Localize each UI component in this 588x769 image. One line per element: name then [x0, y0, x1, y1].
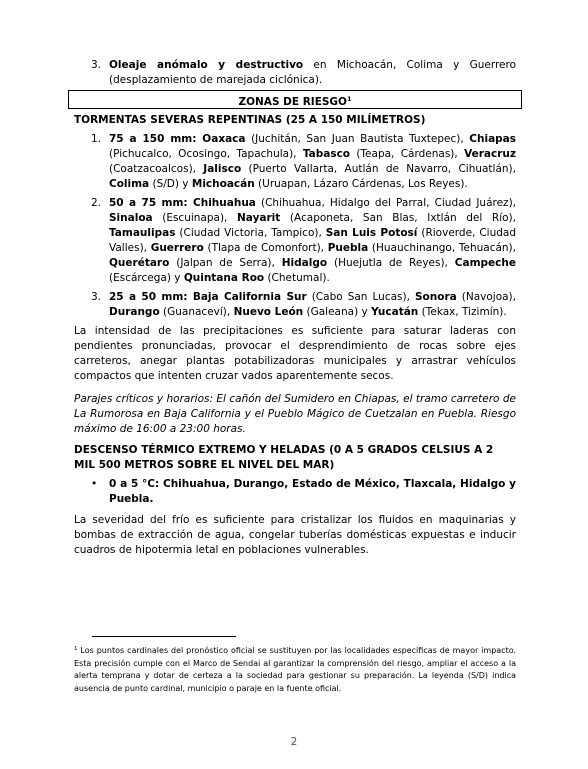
region-name: Hidalgo — [281, 257, 328, 269]
storm-list — [74, 132, 516, 320]
region-detail: (S/D) y — [149, 178, 192, 190]
footnote-text: Los puntos cardinales del pronóstico oficial se sustituyen por las localidades específicas de mayor impacto. Esta precisión cumple con el Marco de Sendai al garantizar la comprensión del riesgo, ampliar el acceso a la alerta temprana y dotar de certeza a la sociedad para gestionar su preparación. La leyenda (S/D) indica ausencia de punto cardinal, municipio o paraje en la fuente oficial. — [74, 646, 516, 693]
storms-paragraph: La intensidad de las precipitaciones es suficiente para saturar laderas con pendientes pronunciadas, provocar el desprendimiento de rocas sobre ejes carreteros, anegar plantas potabilizadoras municipales y arrastrar vehículos compactos que intenten cruzar vados aparentemente secos. — [74, 325, 516, 382]
bullet-marker: • — [91, 478, 98, 490]
region-name: Nayarit — [237, 212, 281, 224]
storm-list-item — [91, 196, 516, 286]
region-name: Sonora — [414, 291, 457, 303]
region-name: 50 a 75 mm: Chihuahua — [109, 197, 256, 209]
region-detail: (Teapa, Cárdenas), — [350, 148, 465, 160]
region-detail: (Tlapa de Comonfort), — [203, 242, 328, 254]
region-detail: (Chetumal). — [264, 272, 330, 284]
zone-header — [68, 90, 522, 109]
region-detail: (Escárcega) y — [109, 272, 184, 284]
region-name: Durango — [109, 306, 160, 318]
region-name: Tabasco — [302, 148, 351, 160]
cold-paragraph: La severidad del frío es suficiente para cristalizar los fluidos en maquinarias y bombas de extracción de agua, congelar tuberías domésticas expuestas e inducir cuadros de hipotermia letal en poblaciones vulnerables. — [74, 514, 516, 556]
intro-text: en Michoacán, Colima y Guerrero (desplazamiento de marejada ciclónica). — [109, 59, 517, 86]
footnote — [74, 643, 516, 695]
region-detail: (Juchitán, San Juan Bautista Tuxtepec), — [245, 133, 470, 145]
list-number: 2. — [91, 197, 102, 209]
page-number: 2 — [290, 736, 298, 748]
region-name: Colima — [109, 178, 150, 190]
region-name: Querétaro — [109, 257, 170, 269]
region-name: Michoacán — [191, 178, 255, 190]
region-detail: (Puerto Vallarta, Autlán de Navarro, Cihuatlán), — [241, 163, 516, 175]
region-name: Sinaloa — [109, 212, 153, 224]
region-name: Nuevo León — [233, 306, 304, 318]
storms-heading: TORMENTAS SEVERAS REPENTINAS (25 A 150 MILÍMETROS) — [74, 114, 426, 126]
region-detail: (Huejutla de Reyes), — [327, 257, 455, 269]
region-detail: (Coatzacoalcos), — [109, 163, 204, 175]
region-detail: (Escuinapa), — [152, 212, 238, 224]
region-name: Jalisco — [203, 163, 242, 175]
region-detail: (Acaponeta, San Blas, Ixtlán del Río), — [280, 212, 516, 224]
list-number: 3. — [91, 291, 102, 303]
list-number: 1. — [91, 133, 102, 145]
region-detail: (Guanaceví), — [159, 306, 234, 318]
footnote-divider — [92, 636, 236, 637]
region-name: San Luis Potosí — [325, 227, 418, 239]
cold-heading: DESCENSO TÉRMICO EXTREMO Y HELADAS (0 A 5 GRADOS CELSIUS A 2 MIL 500 METROS SOBRE EL NIVEL DEL MAR) — [74, 444, 494, 471]
storm-list-item — [91, 132, 516, 192]
region-detail: (Rioverde, Ciudad Valles), — [109, 227, 516, 254]
cold-bullet-text: 0 a 5 °C: Chihuahua, Durango, Estado de México, Tlaxcala, Hidalgo y Puebla. — [109, 478, 516, 505]
region-detail: (Chihuahua, Hidalgo del Parral, Ciudad Juárez), — [255, 197, 516, 209]
region-detail: (Pichucalco, Ocosingo, Tapachula), — [109, 148, 303, 160]
region-name: Campeche — [454, 257, 516, 269]
region-name: Puebla — [327, 242, 369, 254]
region-name: Tamaulipas — [109, 227, 176, 239]
region-name: Guerrero — [150, 242, 204, 254]
region-name: Quintana Roo — [183, 272, 265, 284]
zone-header-label: ZONAS DE RIESGO — [238, 96, 347, 108]
region-detail: (Huauchinango, Tehuacán), — [368, 242, 516, 254]
region-name: 25 a 50 mm: Baja California Sur — [109, 291, 307, 303]
region-name: Yucatán — [371, 306, 419, 318]
storm-item-text — [109, 196, 516, 286]
region-detail: (Tekax, Tizimín). — [418, 306, 507, 318]
intro-bold: Oleaje anómalo y destructivo — [109, 59, 304, 71]
region-name: Veracruz — [464, 148, 516, 160]
region-name: 75 a 150 mm: Oaxaca — [109, 133, 246, 145]
region-detail: (Galeana) y — [303, 306, 372, 318]
region-detail: (Ciudad Victoria, Tampico), — [175, 227, 326, 239]
list-number: 3. — [91, 59, 102, 71]
footnote-ref[interactable]: 1 — [346, 95, 352, 103]
document-page — [74, 58, 516, 558]
intro-list-item — [91, 58, 516, 88]
storm-item-text — [109, 290, 516, 320]
region-name: Chiapas — [469, 133, 517, 145]
storm-item-text — [109, 132, 516, 192]
cold-bullet-item — [91, 477, 516, 507]
region-detail: (Cabo San Lucas), — [306, 291, 415, 303]
region-detail: (Uruapan, Lázaro Cárdenas, Los Reyes). — [254, 178, 468, 190]
region-detail: (Jalpan de Serra), — [169, 257, 282, 269]
storm-list-item — [91, 290, 516, 320]
footnote-mark: 1 — [74, 646, 78, 652]
critical-places: Parajes críticos y horarios: El cañón del Sumidero en Chiapas, el tramo carretero de La Rumorosa en Baja California y el Pueblo Mágico de Cuetzalan en Puebla. Riesgo máximo de 16:00 a 23:00 horas. — [74, 393, 516, 435]
region-detail: (Navojoa), — [456, 291, 516, 303]
